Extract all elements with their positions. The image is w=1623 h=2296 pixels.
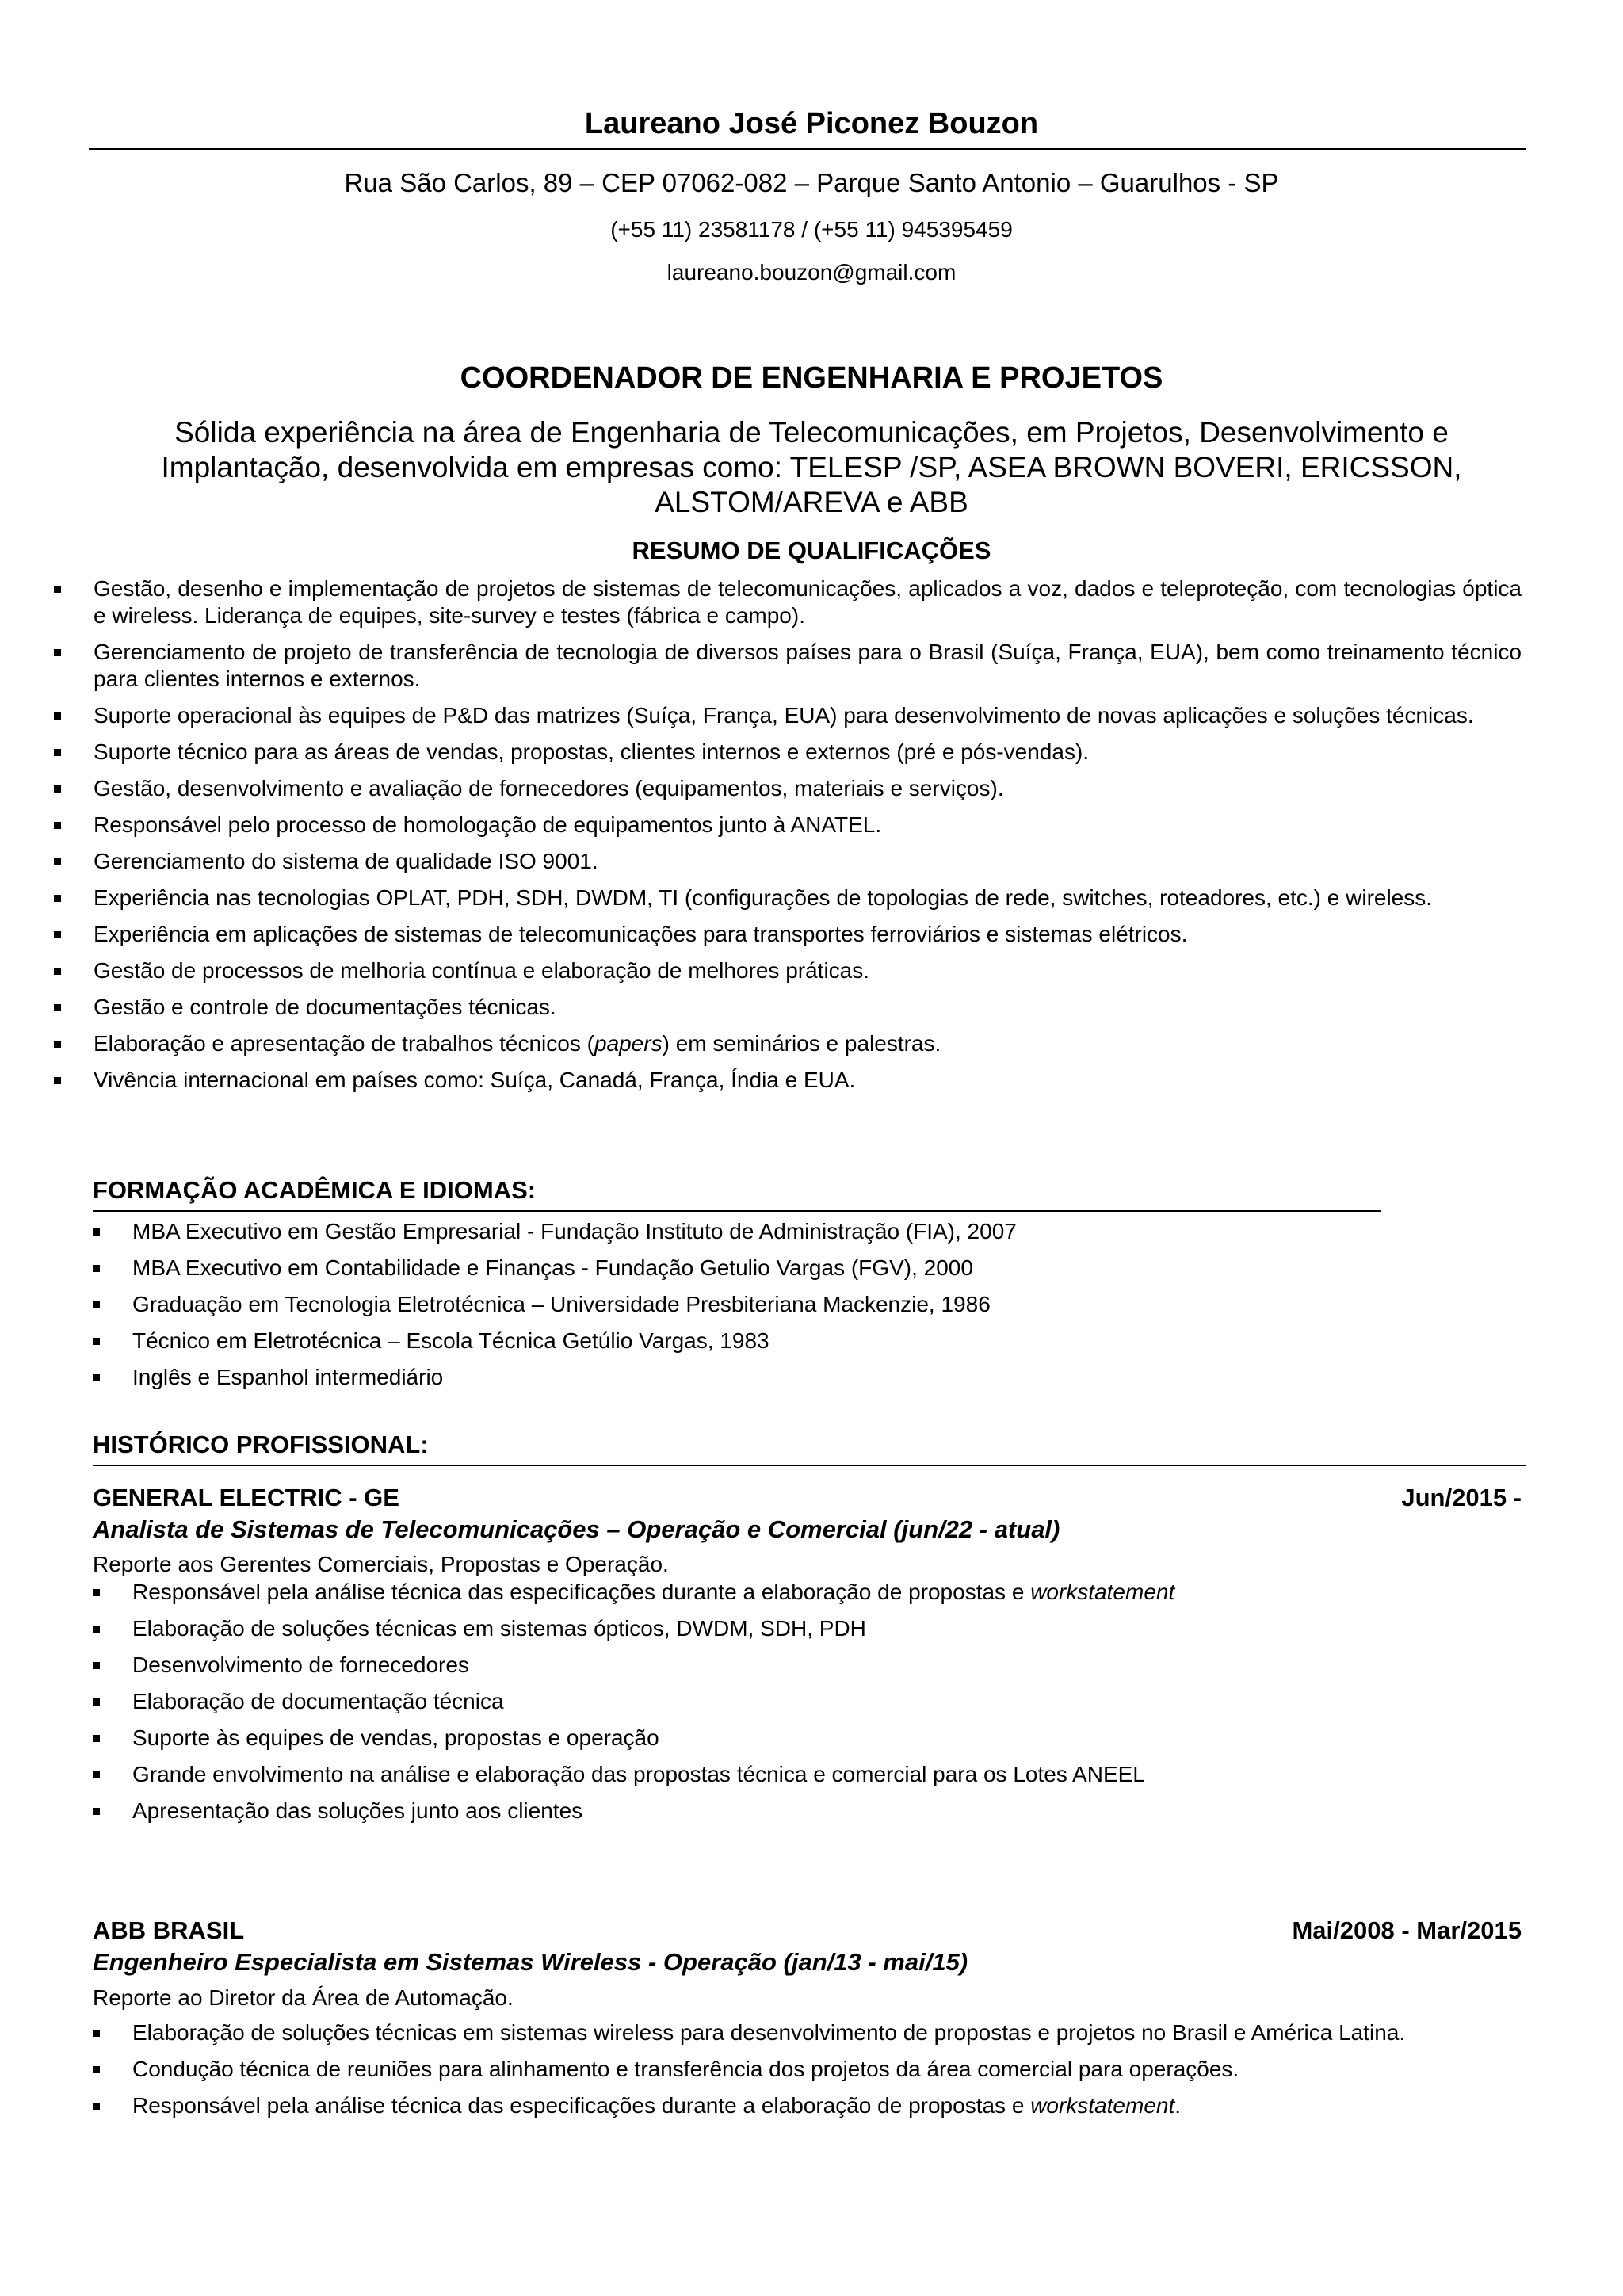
education-divider <box>93 1210 1381 1212</box>
job-responsibilities-list <box>93 1579 1522 1834</box>
job-period: Jun/2015 - <box>1401 1484 1522 1511</box>
bullet-icon <box>54 1004 61 1011</box>
company-name: GENERAL ELECTRIC - GE <box>93 1484 399 1511</box>
list-item: Gestão, desenvolvimento e avaliação de fornecedores (equipamentos, materiais e serviços). <box>49 775 1522 802</box>
bullet-icon <box>54 1077 61 1084</box>
bullet-icon <box>93 1698 100 1706</box>
list-item: MBA Executivo em Gestão Empresarial - Fundação Instituto de Administração (FIA), 2007 <box>93 1218 1440 1245</box>
job-reports-to: Reporte aos Gerentes Comerciais, Propostas e Operação. <box>93 1552 669 1576</box>
bullet-icon <box>54 1041 61 1048</box>
objective-title: COORDENADOR DE ENGENHARIA E PROJETOS <box>460 361 1163 395</box>
bullet-icon <box>93 1338 100 1345</box>
list-item: MBA Executivo em Contabilidade e Finanças - Fundação Getulio Vargas (FGV), 2000 <box>93 1255 1440 1282</box>
bullet-icon <box>54 649 61 656</box>
list-item: Responsável pelo processo de homologação de equipamentos junto à ANATEL. <box>49 812 1522 839</box>
candidate-name: Laureano José Piconez Bouzon <box>584 107 1039 140</box>
qualifications-list <box>49 575 1522 1103</box>
bullet-icon <box>93 2030 100 2037</box>
job-title: Analista de Sistemas de Telecomunicações – Operação e Comercial (jun/22 - atual) <box>93 1515 1060 1543</box>
bullet-icon <box>54 968 61 975</box>
education-heading: FORMAÇÃO ACADÊMICA E IDIOMAS: <box>93 1176 537 1204</box>
history-divider <box>93 1465 1526 1466</box>
list-item: Inglês e Espanhol intermediário <box>93 1364 1440 1391</box>
job-title: Engenheiro Especialista em Sistemas Wireless - Operação (jan/13 - mai/15) <box>93 1948 968 1976</box>
list-item: Experiência nas tecnologias OPLAT, PDH, SDH, DWDM, TI (configurações de topologias de rede, switches, roteadores, etc.) e wireless. <box>49 884 1522 911</box>
list-item: Técnico em Eletrotécnica – Escola Técnica Getúlio Vargas, 1983 <box>93 1328 1440 1354</box>
email-address: laureano.bouzon@gmail.com <box>666 260 957 285</box>
list-item: Elaboração de soluções técnicas em sistemas ópticos, DWDM, SDH, PDH <box>93 1615 1522 1642</box>
bullet-icon <box>54 931 61 938</box>
list-item: Gerenciamento de projeto de transferência de tecnologia de diversos países para o Brasil (Suíça, França, EUA), bem como treinamento técnico para clientes internos e externos. <box>49 639 1522 693</box>
bullet-icon <box>54 785 61 793</box>
list-item: Suporte operacional às equipes de P&D das matrizes (Suíça, França, EUA) para desenvolvimento de novas aplicações e soluções técnicas. <box>49 702 1522 729</box>
list-item: Gerenciamento do sistema de qualidade ISO 9001. <box>49 848 1522 875</box>
list-item: Suporte técnico para as áreas de vendas, propostas, clientes internos e externos (pré e pós-vendas). <box>49 739 1522 766</box>
job-responsibilities-list <box>93 2019 1522 2129</box>
phone-numbers: (+55 11) 23581178 / (+55 11) 945395459 <box>610 217 1013 242</box>
bullet-icon <box>93 1771 100 1778</box>
qualifications-heading: RESUMO DE QUALIFICAÇÕES <box>632 537 991 564</box>
bullet-icon <box>93 1626 100 1633</box>
bullet-icon <box>93 1662 100 1669</box>
list-item: Desenvolvimento de fornecedores <box>93 1652 1522 1679</box>
summary-line: Sólida experiência na área de Engenharia de Telecomunicações, em Projetos, Desenvolvimento e <box>174 416 1449 449</box>
bullet-icon <box>54 858 61 865</box>
bullet-icon <box>54 586 61 593</box>
bullet-icon <box>93 1265 100 1272</box>
list-item: Grande envolvimento na análise e elaboração das propostas técnica e comercial para os Lotes ANEEL <box>93 1761 1522 1788</box>
bullet-icon <box>93 1808 100 1815</box>
bullet-icon <box>93 1735 100 1742</box>
list-item: Gestão e controle de documentações técnicas. <box>49 994 1522 1021</box>
bullet-icon <box>54 822 61 829</box>
summary-line: ALSTOM/AREVA e ABB <box>655 486 968 518</box>
summary-line: Implantação, desenvolvida em empresas como: TELESP /SP, ASEA BROWN BOVERI, ERICSSON, <box>161 451 1462 483</box>
company-name: ABB BRASIL <box>93 1916 245 1944</box>
list-item: Elaboração e apresentação de trabalhos técnicos (papers) em seminários e palestras. <box>49 1030 1522 1057</box>
list-item: Elaboração de documentação técnica <box>93 1688 1522 1715</box>
bullet-icon <box>93 1301 100 1308</box>
job-reports-to: Reporte ao Diretor da Área de Automação. <box>93 1985 514 2010</box>
list-item: Gestão, desenho e implementação de projetos de sistemas de telecomunicações, aplicados a voz, dados e teleproteção, com tecnologias óptica e wireless. Liderança de equipes, site-survey e testes (fábrica e campo). <box>49 575 1522 629</box>
header-divider <box>89 148 1526 150</box>
bullet-icon <box>93 2066 100 2073</box>
list-item: Responsável pela análise técnica das especificações durante a elaboração de propostas e workstatement <box>93 1579 1522 1606</box>
bullet-icon <box>93 1374 100 1381</box>
list-item: Suporte às equipes de vendas, propostas e operação <box>93 1725 1522 1752</box>
list-item: Apresentação das soluções junto aos clientes <box>93 1797 1522 1824</box>
bullet-icon <box>93 1589 100 1596</box>
education-list <box>93 1218 1440 1400</box>
bullet-icon <box>54 712 61 720</box>
bullet-icon <box>93 1228 100 1236</box>
list-item: Experiência em aplicações de sistemas de telecomunicações para transportes ferroviários e sistemas elétricos. <box>49 921 1522 948</box>
bullet-icon <box>54 749 61 756</box>
list-item: Responsável pela análise técnica das especificações durante a elaboração de propostas e workstatement. <box>93 2092 1522 2119</box>
job-period: Mai/2008 - Mar/2015 <box>1292 1916 1522 1944</box>
list-item: Gestão de processos de melhoria contínua e elaboração de melhores práticas. <box>49 957 1522 984</box>
list-item: Graduação em Tecnologia Eletrotécnica – Universidade Presbiteriana Mackenzie, 1986 <box>93 1291 1440 1318</box>
bullet-icon <box>54 895 61 902</box>
list-item: Condução técnica de reuniões para alinhamento e transferência dos projetos da área comercial para operações. <box>93 2056 1522 2083</box>
history-heading: HISTÓRICO PROFISSIONAL: <box>93 1431 429 1458</box>
list-item: Vivência internacional em países como: Suíça, Canadá, França, Índia e EUA. <box>49 1067 1522 1094</box>
professional-summary <box>111 415 1512 520</box>
list-item: Elaboração de soluções técnicas em sistemas wireless para desenvolvimento de propostas e projetos no Brasil e América Latina. <box>93 2019 1522 2046</box>
address: Rua São Carlos, 89 – CEP 07062-082 – Parque Santo Antonio – Guarulhos - SP <box>344 168 1279 197</box>
bullet-icon <box>93 2103 100 2110</box>
